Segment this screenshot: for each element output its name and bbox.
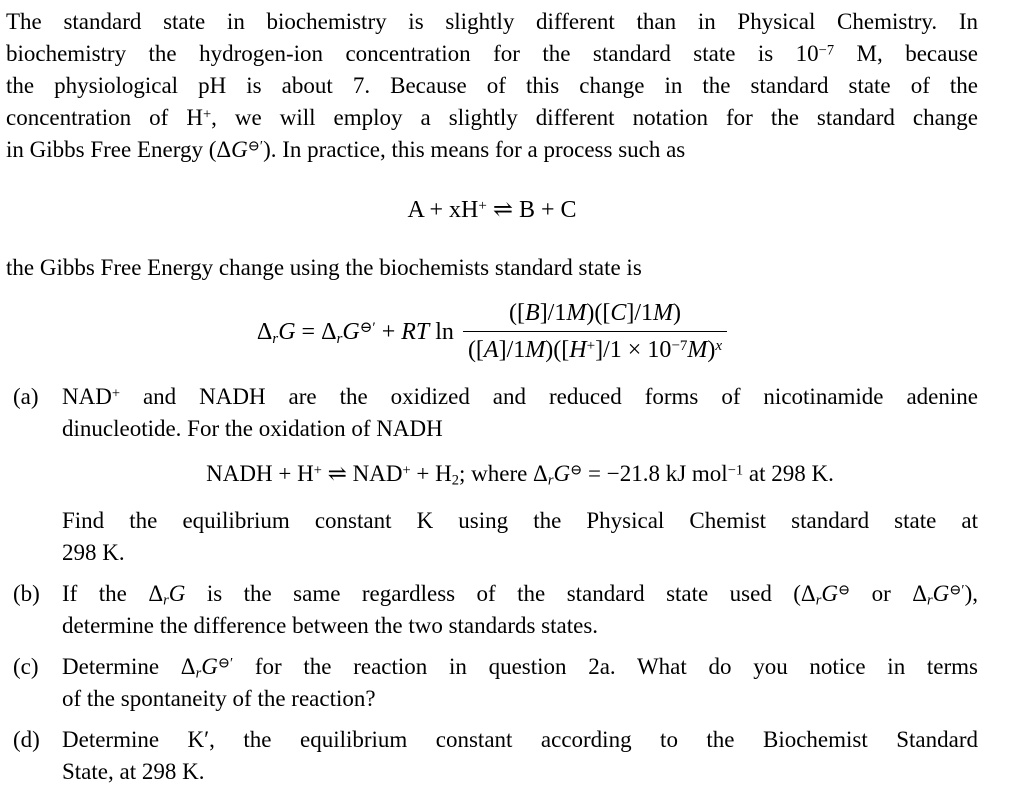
- process-reaction-text: A + xH+ ⇌ B + C: [407, 197, 577, 223]
- intro-paragraph: [6, 6, 978, 166]
- item-a-line-4: 298 K.: [62, 540, 125, 565]
- list-item-c: [6, 651, 978, 715]
- item-d-content: [62, 724, 978, 788]
- list-item-d: [6, 724, 978, 788]
- item-c-line-2: of the spontaneity of the reaction?: [62, 686, 376, 711]
- item-a-line-3: Find the equilibrium constant K using the Physical Chemist standard state at: [62, 508, 978, 533]
- item-c-label: (c): [13, 654, 39, 679]
- item-c-line-1: Determine $\Delta_rG^{⊖'}$ for the reaction in question 2a. What do you notice in terms: [62, 654, 978, 682]
- item-a-line-1: NAD+ and NADH are the oxidized and reduced forms of nicotinamide adenine: [62, 384, 978, 409]
- fraction-numerator: ([B]/1M)([C]/1M): [509, 300, 682, 326]
- gibbs-free-energy-equation: [6, 298, 978, 365]
- intro-line-5: in Gibbs Free Energy (ΔG⊖′). In practice, this means for a process such as: [6, 137, 686, 162]
- process-reaction-equation: [6, 194, 978, 226]
- item-a-line-2: dinucleotide. For the oxidation of NADH: [62, 416, 443, 441]
- item-a-content: [62, 381, 978, 569]
- item-d-label: (d): [13, 727, 40, 752]
- intro-line-2: biochemistry the hydrogen-ion concentration for the standard state is $10^{-7}$ M, because: [6, 41, 978, 66]
- item-b-line-1: If the $\Delta_rG$ is the same regardless of the standard state used ($\Delta_rG^⊖$ or $\Delta_rG^{⊖'}$),: [62, 581, 978, 609]
- gibbs-equation-fraction: [463, 298, 727, 365]
- item-a-find-k-paragraph: [62, 505, 978, 569]
- item-b-label: (b): [13, 581, 40, 606]
- problem-list: [6, 381, 978, 788]
- item-b-line-2: determine the difference between the two standards states.: [62, 613, 599, 638]
- item-d-line-2: State, at 298 K.: [62, 759, 205, 784]
- gibbs-equation-lhs: $\Delta_rG = \Delta_rG^{⊖'}$ + RT ln: [256, 318, 454, 347]
- item-c-content: [62, 651, 978, 715]
- list-item-a: [6, 381, 978, 569]
- item-b-content: [62, 578, 978, 642]
- intro-line-4: concentration of H+, we will employ a slightly different notation for the standard change: [6, 105, 978, 130]
- fraction-denominator: $([A]/1M)([H^+]/1 \times 10^{-7}M)^x$: [463, 331, 727, 365]
- intro-line-1: The standard state in biochemistry is slightly different than in Physical Chemistry. In: [6, 9, 978, 34]
- item-d-line-1: Determine K′, the equilibrium constant according to the Biochemist Standard: [62, 727, 978, 752]
- nadh-oxidation-text: NADH + H+ ⇌ $NAD^+ + H_2$; where $\Delta_rG^⊖ = -21.8$ kJ mol$^{-1}$ at 298 K.: [206, 461, 834, 489]
- nadh-oxidation-equation: [62, 458, 978, 490]
- list-item-b: [6, 578, 978, 642]
- intro-line-3: the physiological pH is about 7. Because of this change in the standard state of the: [6, 73, 978, 98]
- transition-line: the Gibbs Free Energy change using the biochemists standard state is: [6, 255, 642, 280]
- transition-paragraph: [6, 252, 978, 284]
- item-a-label: (a): [13, 384, 39, 409]
